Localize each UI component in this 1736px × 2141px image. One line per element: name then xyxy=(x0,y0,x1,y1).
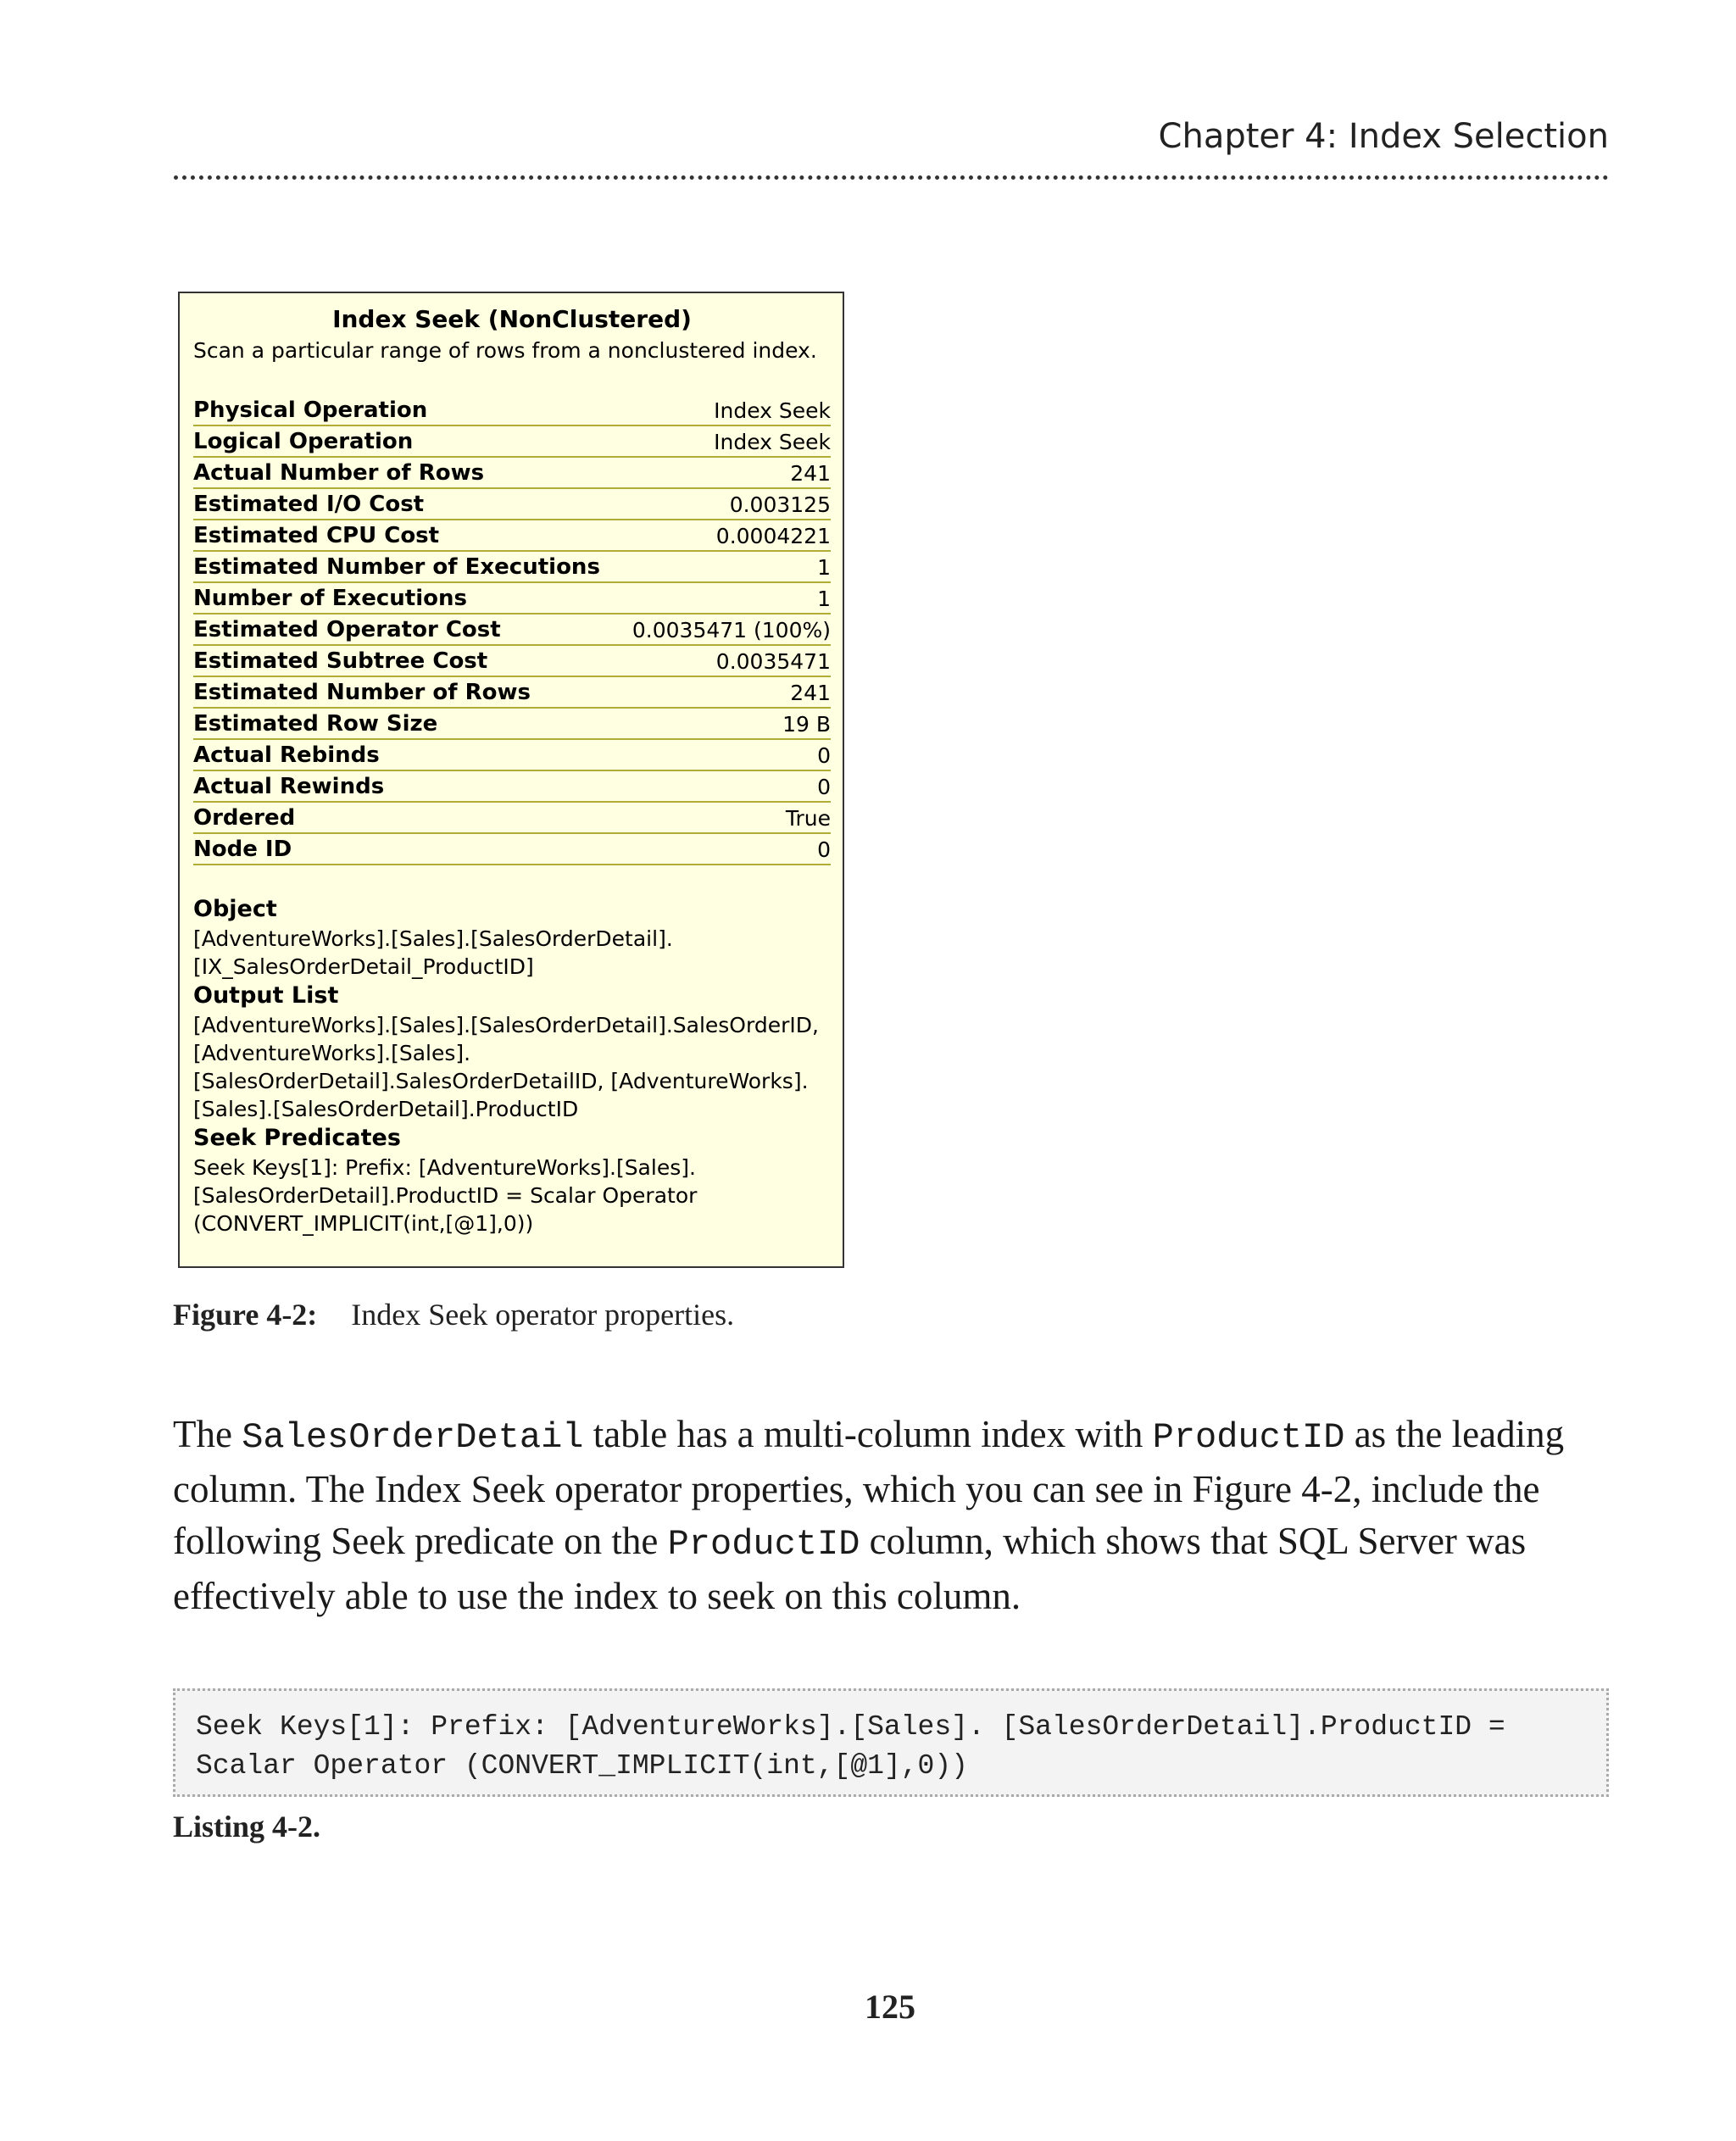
property-name: Logical Operation xyxy=(193,429,414,454)
body-paragraph xyxy=(173,1409,1609,1622)
property-value: 19 B xyxy=(782,712,831,737)
property-value: 0 xyxy=(817,775,831,799)
property-row xyxy=(193,552,831,583)
property-name: Estimated Subtree Cost xyxy=(193,648,488,674)
code-line: Seek Keys[1]: Prefix: [AdventureWorks].[Sales]. [SalesOrderDetail].ProductID = xyxy=(196,1711,1505,1743)
property-name: Actual Rewinds xyxy=(193,774,385,799)
paragraph-text: column, which shows that SQL Server was effectively able to use the index to seek on this column. xyxy=(173,1520,1527,1617)
running-head: Chapter 4: Index Selection xyxy=(1158,117,1609,156)
property-name: Estimated CPU Cost xyxy=(193,523,440,548)
property-value: 1 xyxy=(817,587,831,611)
property-row xyxy=(193,520,831,552)
property-value: 0.0035471 (100%) xyxy=(632,618,831,642)
property-value: 0.0004221 xyxy=(715,524,831,548)
seek-predicates-line: (CONVERT_IMPLICIT(int,[@1],0)) xyxy=(193,1211,534,1236)
property-row xyxy=(193,458,831,489)
property-name: Actual Number of Rows xyxy=(193,460,485,486)
property-name: Estimated Operator Cost xyxy=(193,617,501,642)
property-row xyxy=(193,677,831,709)
inline-code: ProductID xyxy=(1152,1417,1345,1458)
property-value: 241 xyxy=(790,681,831,705)
output-list-line: [Sales].[SalesOrderDetail].ProductID xyxy=(193,1097,579,1121)
property-value: 0 xyxy=(817,743,831,768)
property-name: Estimated Row Size xyxy=(193,711,438,737)
property-name: Estimated I/O Cost xyxy=(193,492,425,517)
property-name: Ordered xyxy=(193,805,296,831)
figure-caption-text: Index Seek operator properties. xyxy=(351,1298,735,1332)
property-value: 0 xyxy=(817,837,831,862)
property-row xyxy=(193,395,831,426)
property-row xyxy=(193,583,831,614)
property-value: 0.003125 xyxy=(729,492,831,517)
property-value: Index Seek xyxy=(714,430,831,454)
property-row xyxy=(193,709,831,740)
figure-caption xyxy=(173,1297,734,1332)
inline-code: ProductID xyxy=(667,1524,860,1565)
property-value: True xyxy=(785,806,831,831)
object-line: [AdventureWorks].[Sales].[SalesOrderDetail]. xyxy=(193,926,673,951)
seek-predicates-line: Seek Keys[1]: Prefix: [AdventureWorks].[Sales]. xyxy=(193,1155,696,1180)
page-number: 125 xyxy=(865,1988,915,2026)
output-list-line: [AdventureWorks].[Sales].[SalesOrderDetail].SalesOrderID, xyxy=(193,1013,819,1037)
property-name: Physical Operation xyxy=(193,398,428,423)
operator-title: Index Seek (NonClustered) xyxy=(332,305,692,333)
index-seek-properties-figure xyxy=(178,292,844,1268)
property-name: Node ID xyxy=(193,837,292,862)
seek-predicates-line: [SalesOrderDetail].ProductID = Scalar Operator xyxy=(193,1183,698,1208)
property-name: Estimated Number of Rows xyxy=(193,680,531,705)
property-row xyxy=(193,646,831,677)
property-value: Index Seek xyxy=(714,398,831,423)
paragraph-text: as the leading column. The Index Seek operator properties, which you can see in Figure 4-2, include the following Seek predicate on the xyxy=(173,1413,1565,1562)
output-list-heading: Output List xyxy=(193,982,339,1009)
figure-caption-label: Figure 4-2: xyxy=(173,1298,318,1332)
inline-code: SalesOrderDetail xyxy=(242,1417,584,1458)
paragraph-text: table has a multi-column index with xyxy=(583,1413,1153,1455)
property-row xyxy=(193,771,831,803)
property-name: Actual Rebinds xyxy=(193,742,380,768)
property-value: 241 xyxy=(790,461,831,486)
header-dotted-rule xyxy=(174,175,1609,180)
code-listing xyxy=(173,1688,1609,1797)
property-value: 0.0035471 xyxy=(715,649,831,674)
output-list-line: [SalesOrderDetail].SalesOrderDetailID, [AdventureWorks]. xyxy=(193,1069,809,1093)
paragraph-text: The xyxy=(173,1413,242,1455)
property-row xyxy=(193,426,831,458)
property-row xyxy=(193,740,831,771)
properties-table xyxy=(193,395,831,865)
property-name: Number of Executions xyxy=(193,586,467,611)
code-line: Scalar Operator (CONVERT_IMPLICIT(int,[@1],0)) xyxy=(196,1750,968,1782)
property-row xyxy=(193,614,831,646)
property-name: Estimated Number of Executions xyxy=(193,554,600,580)
object-line: [IX_SalesOrderDetail_ProductID] xyxy=(193,954,534,979)
output-list-line: [AdventureWorks].[Sales]. xyxy=(193,1041,471,1065)
property-row xyxy=(193,834,831,865)
property-value: 1 xyxy=(817,555,831,580)
object-heading: Object xyxy=(193,896,277,922)
property-row xyxy=(193,803,831,834)
listing-caption: Listing 4-2. xyxy=(173,1810,321,1843)
property-row xyxy=(193,489,831,520)
operator-description: Scan a particular range of rows from a nonclustered index. xyxy=(193,338,817,363)
seek-predicates-heading: Seek Predicates xyxy=(193,1125,401,1151)
